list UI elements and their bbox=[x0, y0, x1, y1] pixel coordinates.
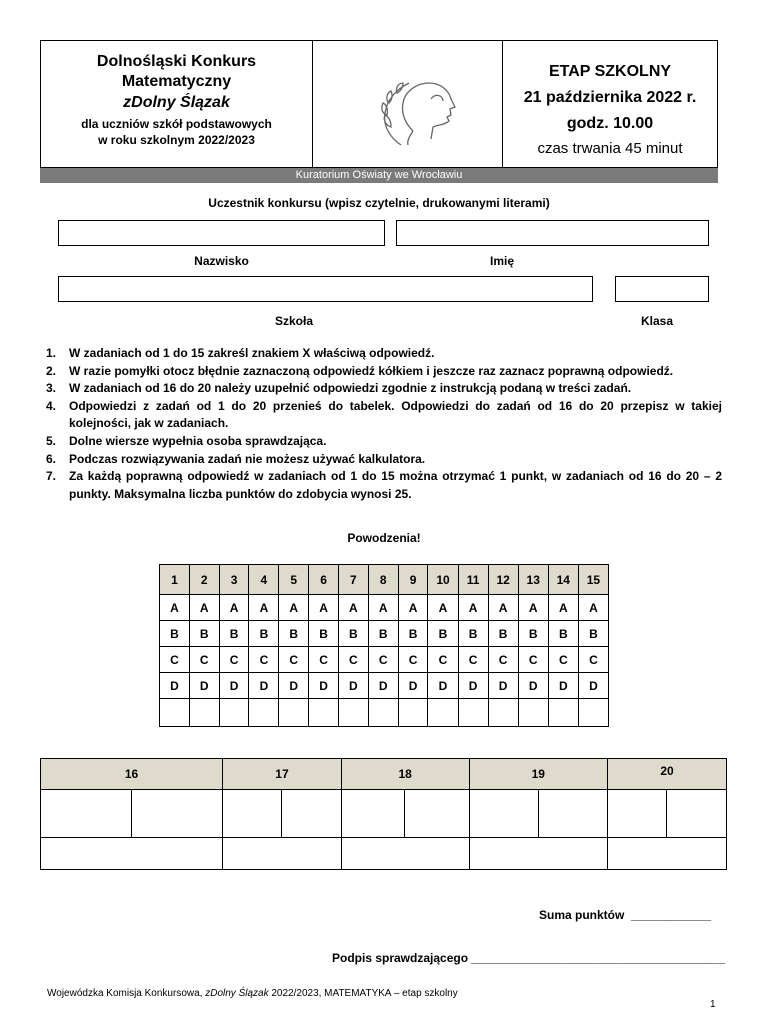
answer-option-cell[interactable]: C bbox=[160, 647, 190, 673]
answer-option-cell[interactable]: C bbox=[338, 647, 368, 673]
score-cell[interactable] bbox=[518, 699, 548, 727]
first-name-label: Imię bbox=[489, 254, 514, 268]
answer-option-cell[interactable]: C bbox=[428, 647, 458, 673]
answer-option-cell[interactable]: A bbox=[548, 595, 578, 621]
answer-option-cell[interactable]: B bbox=[309, 621, 339, 647]
answer-option-cell[interactable]: C bbox=[368, 647, 398, 673]
score-cell-20[interactable] bbox=[608, 838, 727, 870]
answer-cell-18b[interactable] bbox=[405, 790, 469, 838]
answer-option-cell[interactable]: D bbox=[578, 673, 608, 699]
school-field[interactable] bbox=[58, 276, 593, 302]
answer-cell-18a[interactable] bbox=[341, 790, 404, 838]
instruction-item: 2. W razie pomyłki otocz błędnie zaznaczoną odpowiedź kółkiem i jeszcze raz zaznacz poprawną odpowiedź. bbox=[46, 363, 674, 378]
answer-option-cell[interactable]: D bbox=[219, 673, 249, 699]
answer-option-cell[interactable]: A bbox=[398, 595, 428, 621]
answer-option-cell[interactable]: B bbox=[548, 621, 578, 647]
answer-option-cell[interactable]: A bbox=[458, 595, 488, 621]
contest-line2: Matematyczny bbox=[121, 73, 232, 90]
answer-cell-17a[interactable] bbox=[223, 790, 282, 838]
first-name-field[interactable] bbox=[396, 220, 709, 246]
task-number-header: 15 bbox=[578, 565, 608, 595]
answer-option-cell[interactable]: D bbox=[338, 673, 368, 699]
stage-info-block bbox=[503, 41, 717, 167]
organizer-bar: Kuratorium Oświaty we Wrocławiu bbox=[40, 168, 718, 183]
instruction-item: 1. W zadaniach od 1 do 15 zakreśl znakiem X właściwą odpowiedź. bbox=[46, 346, 435, 360]
instructions-list bbox=[46, 345, 722, 503]
answer-option-cell[interactable]: C bbox=[219, 647, 249, 673]
contest-time: godz. 10.00 bbox=[566, 115, 654, 132]
head-profile-logo-icon bbox=[313, 41, 503, 167]
answer-option-cell[interactable]: A bbox=[279, 595, 309, 621]
score-cell[interactable] bbox=[368, 699, 398, 727]
instruction-item: 6. Podczas rozwiązywania zadań nie możesz używać kalkulatora. bbox=[46, 451, 426, 466]
open-answer-table bbox=[40, 758, 727, 870]
sum-points bbox=[539, 908, 711, 922]
answer-option-cell[interactable]: D bbox=[428, 673, 458, 699]
answer-option-cell[interactable]: D bbox=[398, 673, 428, 699]
task-number-header: 14 bbox=[548, 565, 578, 595]
answer-option-cell[interactable]: A bbox=[189, 595, 219, 621]
instruction-item: 3. W zadaniach od 16 do 20 należy uzupełnić odpowiedzi zgodnie z instrukcją podaną w treści zadań. bbox=[46, 381, 632, 396]
answer-option-cell[interactable]: B bbox=[249, 621, 279, 647]
open-header-row bbox=[41, 759, 727, 790]
score-cell[interactable] bbox=[219, 699, 249, 727]
audience-line2: w roku szkolnym 2022/2023 bbox=[98, 133, 255, 147]
answer-option-cell[interactable]: D bbox=[368, 673, 398, 699]
task-18-header: 18 bbox=[341, 759, 469, 790]
answer-score-row bbox=[160, 699, 609, 727]
score-cell-18[interactable] bbox=[341, 838, 469, 870]
task-17-header: 17 bbox=[223, 759, 342, 790]
score-cell[interactable] bbox=[338, 699, 368, 727]
answer-option-cell[interactable]: C bbox=[548, 647, 578, 673]
surname-field[interactable] bbox=[58, 220, 385, 246]
answer-option-cell[interactable]: B bbox=[160, 621, 190, 647]
stage-title: ETAP SZKOLNY bbox=[548, 63, 672, 80]
answer-option-cell[interactable]: A bbox=[488, 595, 518, 621]
score-cell[interactable] bbox=[309, 699, 339, 727]
answer-option-cell[interactable]: C bbox=[458, 647, 488, 673]
task-number-header: 1 bbox=[160, 565, 190, 595]
answer-option-cell[interactable]: D bbox=[518, 673, 548, 699]
answer-option-cell[interactable]: B bbox=[518, 621, 548, 647]
answer-option-cell[interactable]: A bbox=[249, 595, 279, 621]
sum-points-line: ____________ bbox=[631, 908, 712, 922]
open-score-row bbox=[41, 838, 727, 870]
school-label: Szkoła bbox=[274, 314, 313, 328]
answer-option-cell[interactable]: A bbox=[428, 595, 458, 621]
answer-option-cell[interactable]: B bbox=[189, 621, 219, 647]
task-number-header: 11 bbox=[458, 565, 488, 595]
answer-option-cell[interactable]: D bbox=[249, 673, 279, 699]
answer-cell-19b[interactable] bbox=[538, 790, 607, 838]
score-cell[interactable] bbox=[249, 699, 279, 727]
score-cell[interactable] bbox=[548, 699, 578, 727]
audience-line1: dla uczniów szkół podstawowych bbox=[81, 117, 272, 131]
signature bbox=[332, 951, 725, 965]
answer-option-cell[interactable]: A bbox=[578, 595, 608, 621]
contest-line1: Dolnośląski Konkurs bbox=[96, 53, 257, 70]
score-cell-17[interactable] bbox=[223, 838, 342, 870]
answer-option-cell[interactable]: D bbox=[548, 673, 578, 699]
answer-option-cell[interactable]: D bbox=[160, 673, 190, 699]
answer-option-cell[interactable]: D bbox=[309, 673, 339, 699]
signature-label: Podpis sprawdzającego bbox=[332, 951, 469, 965]
instruction-item: 4. Odpowiedzi z zadań od 1 do 20 przenieś do tabelek. Odpowiedzi do zadań od 16 do 20 przepisz w takiej kolejności, jak w zadaniach. bbox=[46, 398, 722, 431]
score-cell[interactable] bbox=[488, 699, 518, 727]
answer-option-cell[interactable]: A bbox=[368, 595, 398, 621]
page-number: 1 bbox=[710, 999, 716, 1010]
answer-option-cell[interactable]: C bbox=[309, 647, 339, 673]
answer-option-cell[interactable]: B bbox=[458, 621, 488, 647]
score-cell-19[interactable] bbox=[469, 838, 608, 870]
sum-points-label: Suma punktów bbox=[539, 908, 625, 922]
answer-option-cell[interactable]: A bbox=[338, 595, 368, 621]
answer-option-cell[interactable]: C bbox=[518, 647, 548, 673]
header-box bbox=[40, 40, 718, 168]
answer-cell-19a[interactable] bbox=[469, 790, 538, 838]
open-answer-row bbox=[41, 790, 727, 838]
answer-option-cell[interactable]: B bbox=[428, 621, 458, 647]
score-cell[interactable] bbox=[458, 699, 488, 727]
option-row-b bbox=[160, 621, 609, 647]
answer-option-cell[interactable]: B bbox=[368, 621, 398, 647]
score-cell-16[interactable] bbox=[41, 838, 223, 870]
instruction-item: 7. Za każdą poprawną odpowiedź w zadaniach od 1 do 15 można otrzymać 1 punkt, w zadaniach od 16 do 20 – 2 punkty. Maksymalna liczba punktów do zdobycia wynosi 25. bbox=[46, 469, 722, 501]
score-cell[interactable] bbox=[428, 699, 458, 727]
answer-option-cell[interactable]: B bbox=[578, 621, 608, 647]
footer-commission: Wojewódzka Komisja Konkursowa, zDolny Ślązak 2022/2023, MATEMATYKA – etap szkolny bbox=[47, 988, 458, 999]
instruction-item: 5. Dolne wiersze wypełnia osoba sprawdzająca. bbox=[46, 433, 327, 448]
answer-option-cell[interactable]: C bbox=[488, 647, 518, 673]
answer-cell-20a[interactable] bbox=[608, 790, 667, 838]
answer-option-cell[interactable]: C bbox=[189, 647, 219, 673]
answer-cell-16a[interactable] bbox=[41, 790, 132, 838]
answer-option-cell[interactable]: A bbox=[309, 595, 339, 621]
contest-duration: czas trwania 45 minut bbox=[537, 140, 683, 157]
task-16-header: 16 bbox=[41, 759, 223, 790]
task-19-header: 19 bbox=[469, 759, 608, 790]
score-cell[interactable] bbox=[398, 699, 428, 727]
answer-option-cell[interactable]: A bbox=[219, 595, 249, 621]
answer-table bbox=[159, 564, 609, 727]
class-field[interactable] bbox=[615, 276, 709, 302]
answer-option-cell[interactable]: B bbox=[488, 621, 518, 647]
option-row-c bbox=[160, 647, 609, 673]
surname-label: Nazwisko bbox=[194, 254, 249, 268]
answer-option-cell[interactable]: C bbox=[578, 647, 608, 673]
contest-title-block bbox=[41, 41, 313, 167]
task-20-header: 20 bbox=[608, 759, 727, 790]
answer-option-cell[interactable]: C bbox=[279, 647, 309, 673]
participant-heading: Uczestnik konkursu (wpisz czytelnie, drukowanymi literami) bbox=[208, 196, 550, 210]
task-number-header: 9 bbox=[398, 565, 428, 595]
task-number-header: 4 bbox=[249, 565, 279, 595]
answer-option-cell[interactable]: D bbox=[488, 673, 518, 699]
task-number-header: 5 bbox=[279, 565, 309, 595]
answer-cell-17b[interactable] bbox=[282, 790, 341, 838]
option-row-d bbox=[160, 673, 609, 699]
answer-option-cell[interactable]: D bbox=[279, 673, 309, 699]
answer-header-row bbox=[160, 565, 609, 595]
answer-option-cell[interactable]: B bbox=[398, 621, 428, 647]
answer-cell-16b[interactable] bbox=[132, 790, 223, 838]
task-number-header: 10 bbox=[428, 565, 458, 595]
task-number-header: 3 bbox=[219, 565, 249, 595]
answer-option-cell[interactable]: B bbox=[219, 621, 249, 647]
answer-option-cell[interactable]: C bbox=[398, 647, 428, 673]
answer-cell-20b[interactable] bbox=[667, 790, 727, 838]
class-label: Klasa bbox=[640, 314, 674, 328]
signature-line: ______________________________________ bbox=[471, 951, 725, 965]
option-row-a bbox=[160, 595, 609, 621]
answer-option-cell[interactable]: A bbox=[160, 595, 190, 621]
answer-option-cell[interactable]: D bbox=[458, 673, 488, 699]
task-number-header: 2 bbox=[189, 565, 219, 595]
answer-option-cell[interactable]: A bbox=[518, 595, 548, 621]
contest-name: zDolny Ślązak bbox=[123, 94, 230, 111]
logo-cell bbox=[313, 41, 503, 167]
task-number-header: 8 bbox=[368, 565, 398, 595]
score-cell[interactable] bbox=[279, 699, 309, 727]
answer-option-cell[interactable]: B bbox=[279, 621, 309, 647]
answer-option-cell[interactable]: B bbox=[338, 621, 368, 647]
score-cell[interactable] bbox=[160, 699, 190, 727]
good-luck-text: Powodzenia! bbox=[347, 531, 421, 545]
score-cell[interactable] bbox=[578, 699, 608, 727]
answer-option-cell[interactable]: C bbox=[249, 647, 279, 673]
task-number-header: 7 bbox=[338, 565, 368, 595]
answer-option-cell[interactable]: D bbox=[189, 673, 219, 699]
task-number-header: 6 bbox=[309, 565, 339, 595]
contest-date: 21 października 2022 r. bbox=[523, 89, 697, 106]
score-cell[interactable] bbox=[189, 699, 219, 727]
task-number-header: 12 bbox=[488, 565, 518, 595]
task-number-header: 13 bbox=[518, 565, 548, 595]
